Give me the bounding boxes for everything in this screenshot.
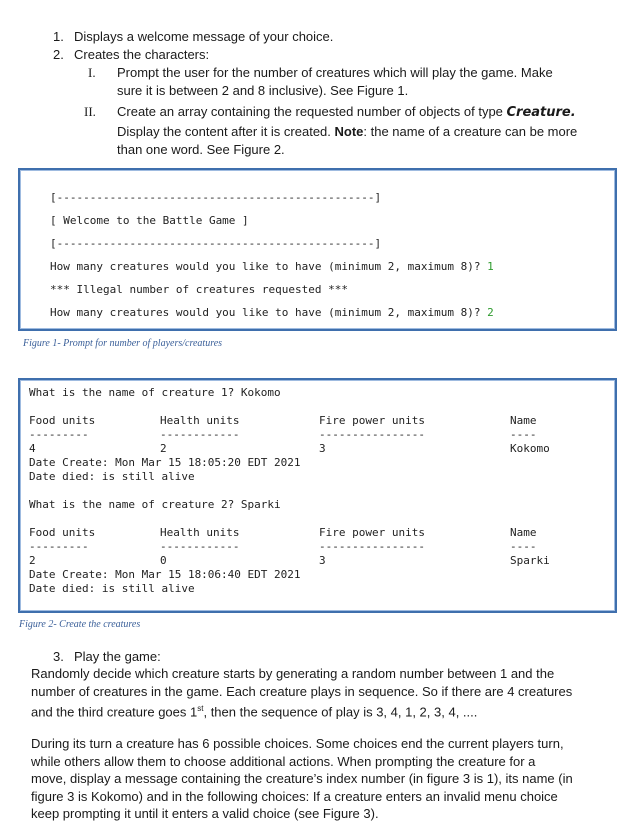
type-name: Creature. <box>506 105 576 120</box>
subitem-text: Prompt the user for the number of creatures which will play the game. Make <box>117 65 553 80</box>
paragraph-line: move, display a message containing the creature’s index number (in figure 3 is 1), its name (in <box>31 771 573 786</box>
name-question: What is the name of creature 1? Kokomo <box>29 386 281 399</box>
paragraph-line: while others allow them to choose additional actions. When prompting the creature for a <box>31 754 536 769</box>
date-died: Date died: is still alive <box>29 470 195 483</box>
header-fire: Fire power units <box>319 526 425 539</box>
section-title: Play the game: <box>74 649 161 664</box>
food-value: 2 <box>29 554 36 567</box>
date-created: Date Create: Mon Mar 15 18:05:20 EDT 2021 <box>29 456 301 469</box>
header-underline: ------------ <box>160 540 240 553</box>
header-underline: ---- <box>510 540 537 553</box>
header-underline: ---- <box>510 428 537 441</box>
item-text: Displays a welcome message of your choice. <box>74 29 334 44</box>
paragraph-line: number of creatures in the game. Each creature plays in sequence. So if there are 4 creatures <box>31 684 573 699</box>
paragraph-line: Randomly decide which creature starts by generating a random number between 1 and the <box>31 666 555 681</box>
subitem-text: Create an array containing the requested number of objects of type Creature. <box>117 104 576 120</box>
header-underline: --------- <box>29 540 89 553</box>
user-answer: 1 <box>487 260 494 273</box>
header-health: Health units <box>160 526 240 539</box>
subitem-number: I. <box>88 65 96 80</box>
console-border: [------------------------------------------------] <box>50 237 382 250</box>
note-label: Note <box>334 124 364 139</box>
header-underline: ------------ <box>160 428 240 441</box>
paragraph-line: During its turn a creature has 6 possible choices. Some choices end the current players turn, <box>31 736 564 751</box>
header-underline: --------- <box>29 428 89 441</box>
creature-count-prompt: How many creatures would you like to have (minimum 2, maximum 8)? 2 <box>50 306 494 319</box>
subitem-number: II. <box>84 104 96 119</box>
subitem-text: Display the content after it is created. Note: the name of a creature can be more <box>117 124 578 139</box>
paragraph-line: keep prompting it until it enters a valid choice (see Figure 3). <box>31 806 379 821</box>
date-created: Date Create: Mon Mar 15 18:06:40 EDT 2021 <box>29 568 301 581</box>
item-text: Creates the characters: <box>74 47 210 62</box>
figure-1-caption: Figure 1- Prompt for number of players/creatures <box>23 338 223 349</box>
header-underline: ---------------- <box>319 428 425 441</box>
user-answer: 2 <box>487 306 494 319</box>
name-question: What is the name of creature 2? Sparki <box>29 498 281 511</box>
ordinal-suffix: st <box>197 704 204 713</box>
console-border: [------------------------------------------------] <box>50 191 382 204</box>
error-message: *** Illegal number of creatures requested *** <box>50 283 349 296</box>
health-value: 2 <box>160 442 167 455</box>
paragraph-line: and the third creature goes 1st, then the sequence of play is 3, 4, 1, 2, 3, 4, .... <box>31 704 478 720</box>
welcome-message: [ Welcome to the Battle Game ] <box>50 214 249 227</box>
food-value: 4 <box>29 442 36 455</box>
header-food: Food units <box>29 414 96 427</box>
date-died: Date died: is still alive <box>29 582 195 595</box>
header-underline: ---------------- <box>319 540 425 553</box>
name-value: Sparki <box>510 554 550 567</box>
fire-value: 3 <box>319 554 326 567</box>
header-name: Name <box>510 526 537 539</box>
item-number: 2. <box>53 47 64 62</box>
paragraph-line: figure 3 is Kokomo) and in the following choices: If a creature enters an invalid menu choice <box>31 789 558 804</box>
subitem-text: than one word. See Figure 2. <box>117 142 285 157</box>
item-number: 1. <box>53 29 64 44</box>
figure-2-caption: Figure 2- Create the creatures <box>19 619 141 630</box>
subitem-text: sure it is between 2 and 8 inclusive). See Figure 1. <box>117 83 409 98</box>
fire-value: 3 <box>319 442 326 455</box>
creature-count-prompt: How many creatures would you like to have (minimum 2, maximum 8)? 1 <box>50 260 494 273</box>
header-health: Health units <box>160 414 240 427</box>
name-value: Kokomo <box>510 442 550 455</box>
item-number: 3. <box>53 649 64 664</box>
header-food: Food units <box>29 526 96 539</box>
header-name: Name <box>510 414 537 427</box>
health-value: 0 <box>160 554 167 567</box>
header-fire: Fire power units <box>319 414 425 427</box>
